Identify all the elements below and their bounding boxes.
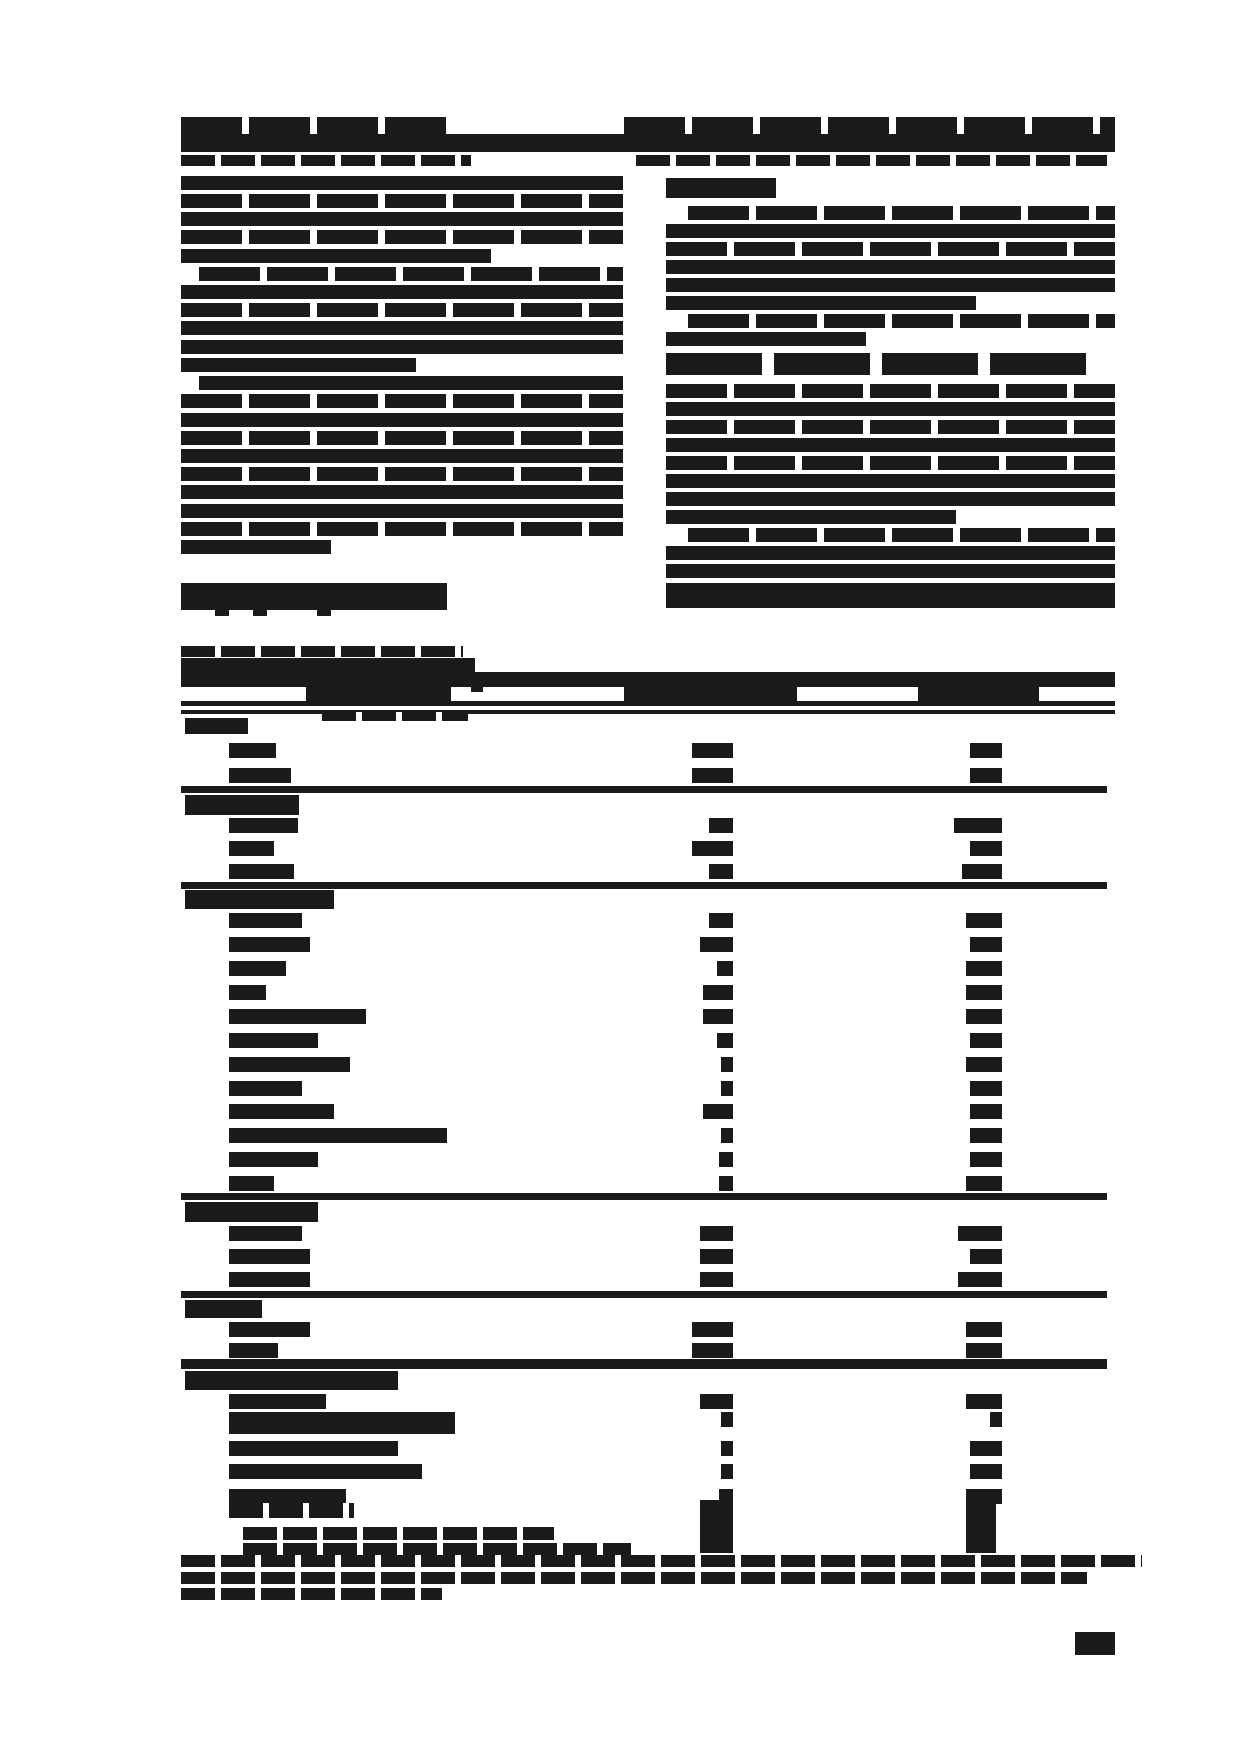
page-number-block — [1075, 1632, 1115, 1655]
